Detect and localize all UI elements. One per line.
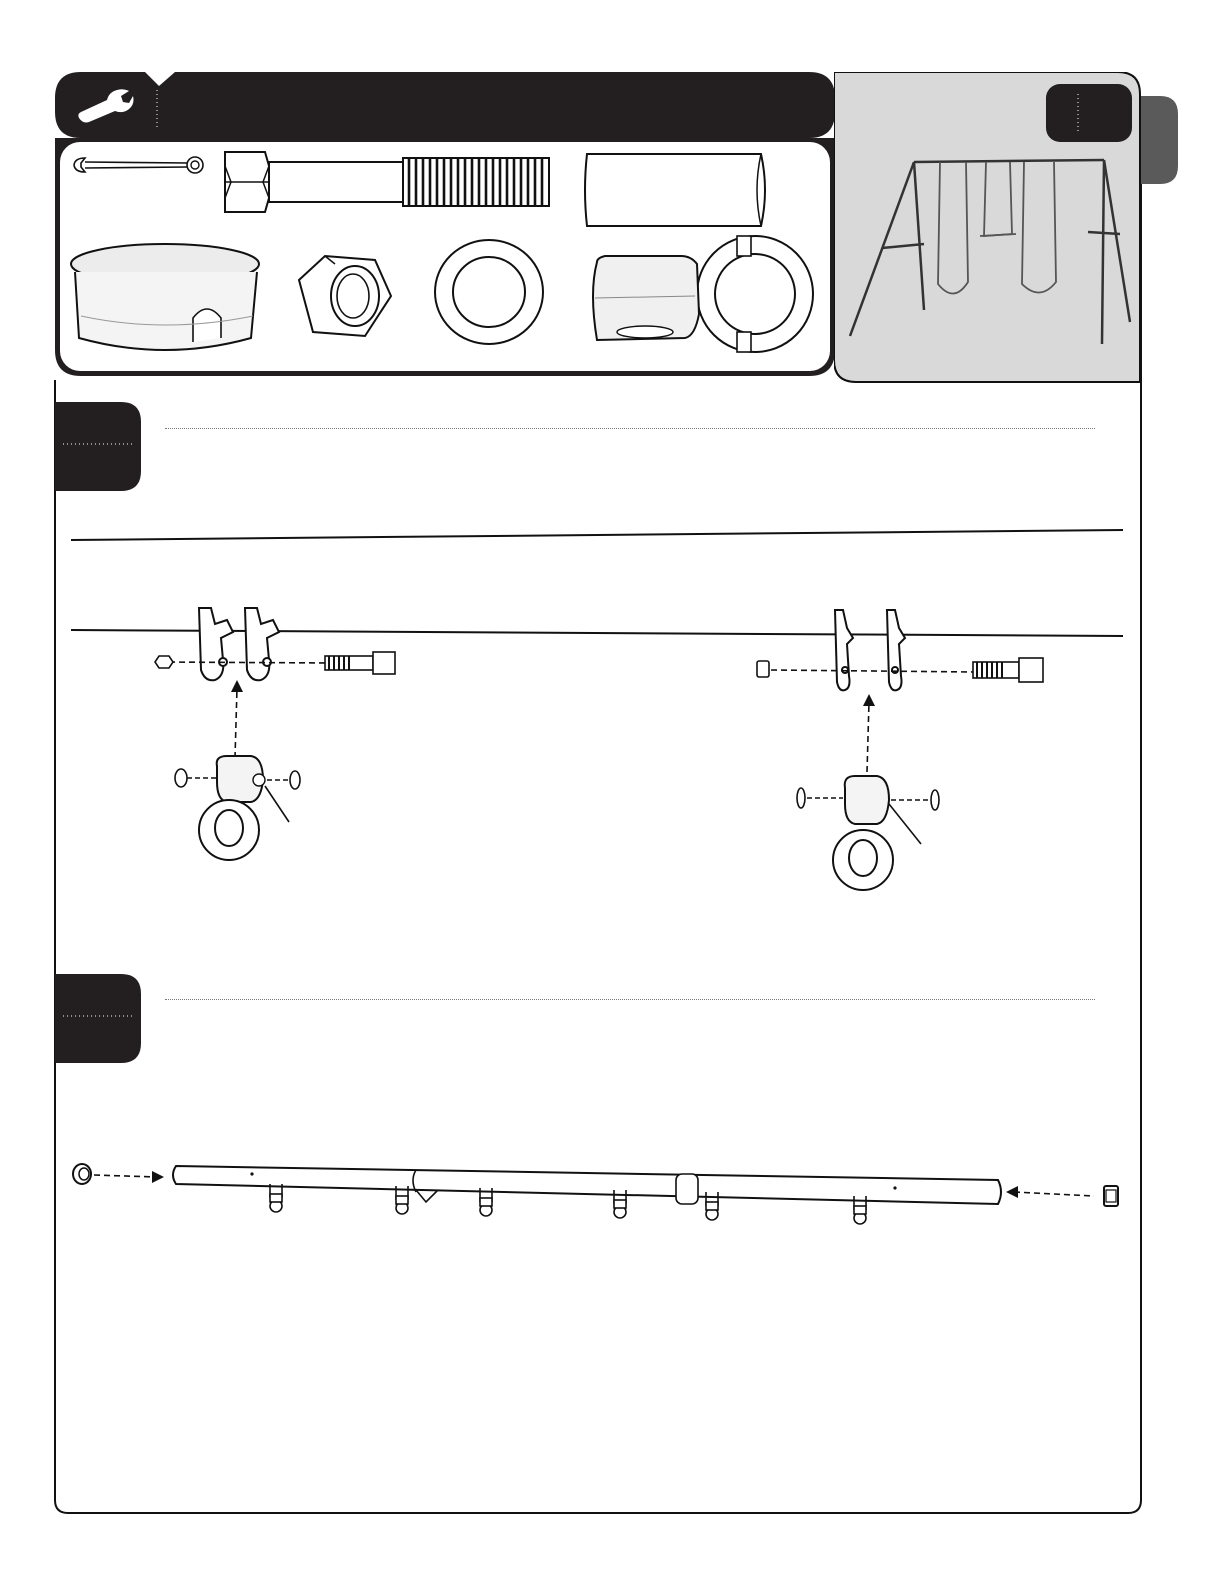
wrench-part-icon [71,152,206,178]
nut-part-icon [295,250,395,342]
preview-badge [1046,84,1132,142]
washer-part-icon [433,238,549,348]
swing-set-icon [844,154,1134,350]
step-1-rule [165,428,1095,431]
step-1-illustration [55,520,1141,900]
step-1-badge [55,402,141,491]
bolt-part-icon [223,146,553,218]
parts-panel [55,138,835,378]
step-2-rule [165,999,1095,1002]
swing-hanger-part-icon [585,232,817,358]
step-2-illustration [60,1150,1130,1230]
wrench-icon [73,84,137,126]
end-cap-part-icon [67,238,267,353]
preview-panel [834,72,1142,384]
header-bar [55,72,835,138]
sleeve-part-icon [581,152,773,228]
step-2-badge [55,974,141,1063]
